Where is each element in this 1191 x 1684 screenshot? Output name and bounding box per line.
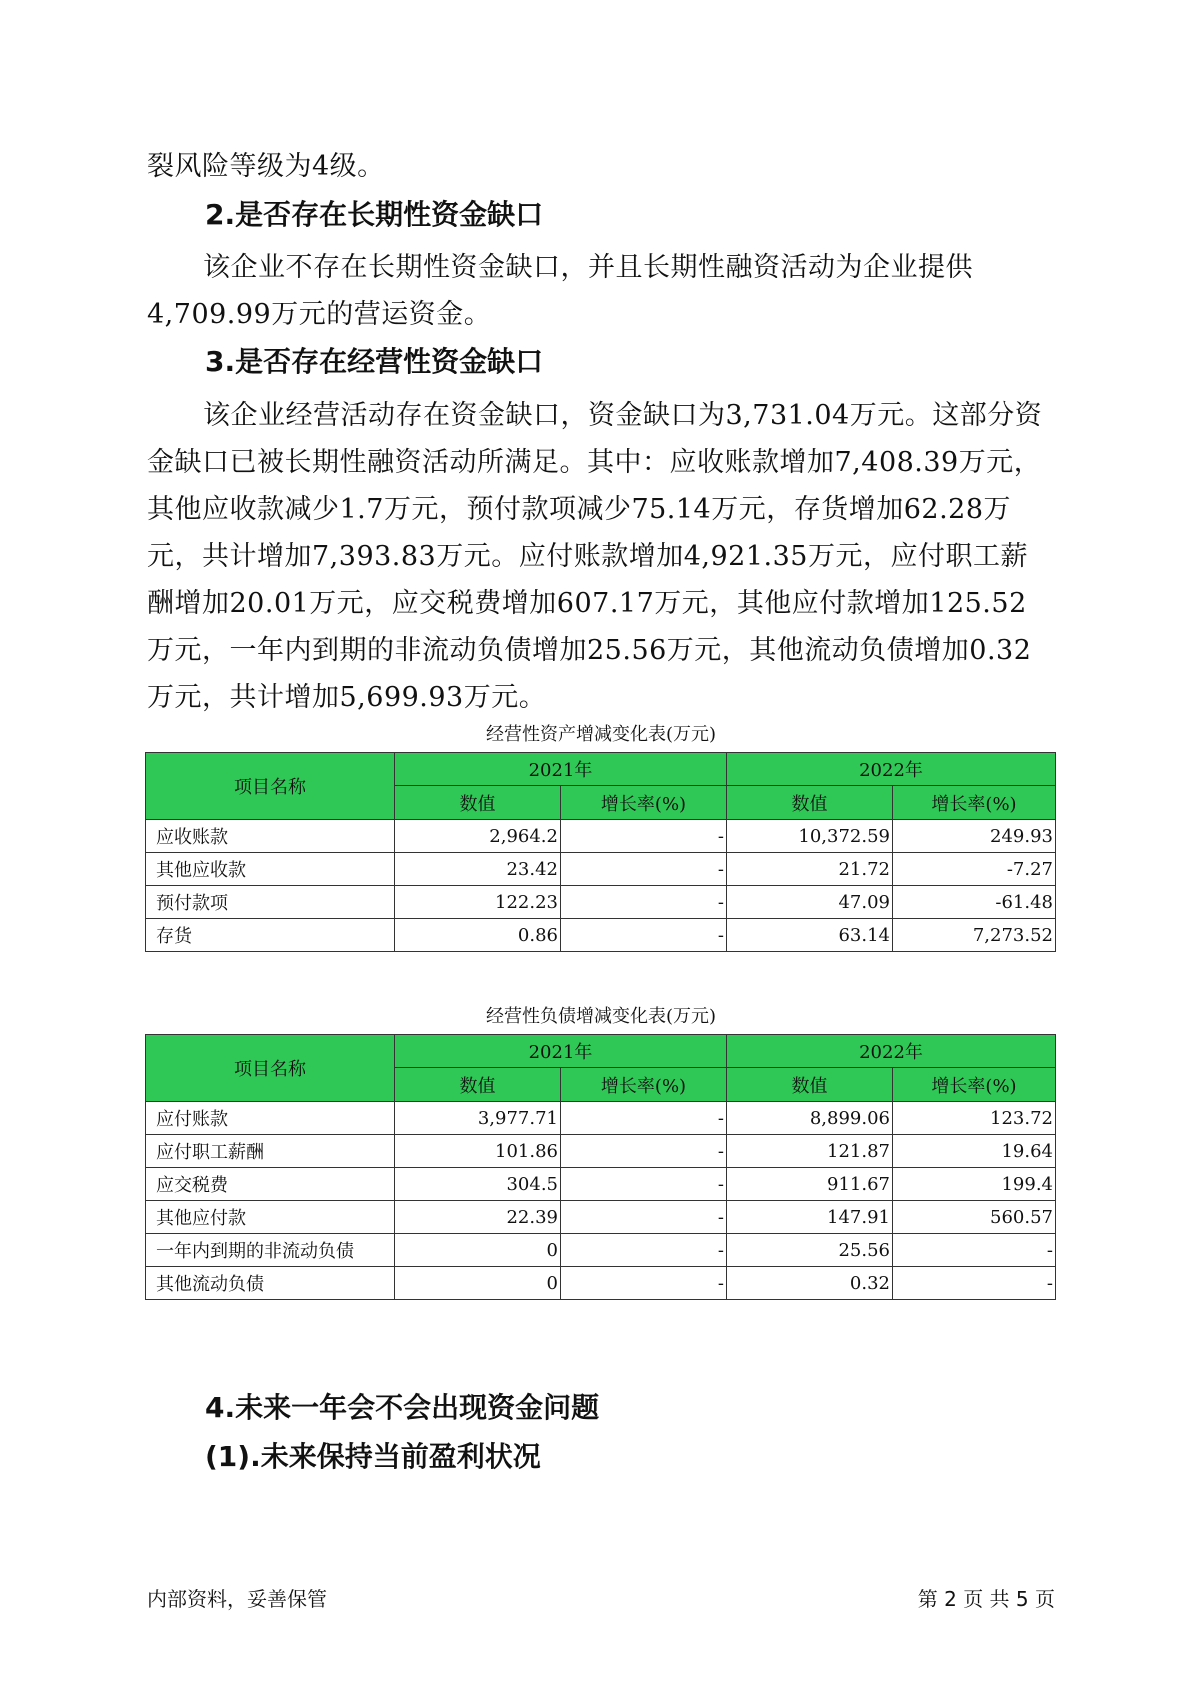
growth-2021: - <box>561 919 727 952</box>
header-growth-2022: 增长率(%) <box>893 1068 1056 1102</box>
growth-2022: - <box>893 1234 1056 1267</box>
footer-page-number: 第 2 页 共 5 页 <box>917 1587 1055 1611</box>
table-row <box>146 1168 1056 1201</box>
table-row <box>146 1102 1056 1135</box>
growth-2021: - <box>561 853 727 886</box>
growth-2022: 7,273.52 <box>893 919 1056 952</box>
header-growth-2022: 增长率(%) <box>893 786 1056 820</box>
table-row <box>146 1234 1056 1267</box>
header-item-name: 项目名称 <box>146 1035 395 1102</box>
assets-table <box>145 752 1056 952</box>
section4-heading: 4.未来一年会不会出现资金问题 <box>205 1391 600 1424</box>
item-name: 其他应付款 <box>146 1201 395 1234</box>
section4-subheading: (1).未来保持当前盈利状况 <box>205 1440 541 1473</box>
header-value-2022: 数值 <box>727 786 893 820</box>
growth-2022: 249.93 <box>893 820 1056 853</box>
value-2022: 147.91 <box>727 1201 893 1234</box>
value-2021: 3,977.71 <box>395 1102 561 1135</box>
value-2021: 0 <box>395 1267 561 1300</box>
growth-2022: -61.48 <box>893 886 1056 919</box>
value-2021: 101.86 <box>395 1135 561 1168</box>
value-2021: 122.23 <box>395 886 561 919</box>
table-row <box>146 1267 1056 1300</box>
table-row <box>146 1135 1056 1168</box>
liabilities-table-title: 经营性负债增减变化表(万元) <box>485 1006 717 1027</box>
section2-paragraph: 该企业不存在长期性资金缺口，并且长期性融资活动为企业提供4,709.99万元的营运资金。 <box>147 252 973 330</box>
growth-2022: 19.64 <box>893 1135 1056 1168</box>
header-year-2022: 2022年 <box>727 753 1056 786</box>
table-row <box>146 919 1056 952</box>
growth-2022: 560.57 <box>893 1201 1056 1234</box>
growth-2021: - <box>561 1234 727 1267</box>
growth-2022: - <box>893 1267 1056 1300</box>
item-name: 一年内到期的非流动负债 <box>146 1234 395 1267</box>
value-2021: 0.86 <box>395 919 561 952</box>
value-2021: 304.5 <box>395 1168 561 1201</box>
header-year-2021: 2021年 <box>395 1035 727 1068</box>
header-value-2021: 数值 <box>395 1068 561 1102</box>
value-2022: 21.72 <box>727 853 893 886</box>
value-2022: 10,372.59 <box>727 820 893 853</box>
header-value-2022: 数值 <box>727 1068 893 1102</box>
growth-2021: - <box>561 820 727 853</box>
item-name: 其他流动负债 <box>146 1267 395 1300</box>
value-2022: 8,899.06 <box>727 1102 893 1135</box>
table-row <box>146 853 1056 886</box>
growth-2021: - <box>561 1102 727 1135</box>
item-name: 应收账款 <box>146 820 395 853</box>
growth-2022: 199.4 <box>893 1168 1056 1201</box>
item-name: 应付账款 <box>146 1102 395 1135</box>
header-year-2022: 2022年 <box>727 1035 1056 1068</box>
growth-2021: - <box>561 1135 727 1168</box>
liabilities-table <box>145 1034 1056 1300</box>
table-row <box>146 820 1056 853</box>
growth-2021: - <box>561 1168 727 1201</box>
header-value-2021: 数值 <box>395 786 561 820</box>
value-2022: 25.56 <box>727 1234 893 1267</box>
header-growth-2021: 增长率(%) <box>561 1068 727 1102</box>
header-growth-2021: 增长率(%) <box>561 786 727 820</box>
value-2021: 2,964.2 <box>395 820 561 853</box>
section3-paragraph: 该企业经营活动存在资金缺口，资金缺口为3,731.04万元。这部分资金缺口已被长期性融资活动所满足。其中：应收账款增加7,408.39万元，其他应收款减少1.7万元，预付款项减少75.14万元，存货增加62.28万元，共计增加7,393.83万元。应付账款增加4,921.35万元，应付职工薪酬增加20.01万元，应交税费增加607.17万元，其他应付款增加125.52万元，一年内到期的非流动负债增加25.56万元，其他流动负债增加0.32万元，共计增加5,699.93万元。 <box>147 400 1043 713</box>
growth-2022: -7.27 <box>893 853 1056 886</box>
table-row <box>146 886 1056 919</box>
value-2022: 121.87 <box>727 1135 893 1168</box>
assets-table-title: 经营性资产增减变化表(万元) <box>485 724 717 745</box>
item-name: 其他应收款 <box>146 853 395 886</box>
intro-tail-paragraph: 裂风险等级为4级。 <box>147 151 385 182</box>
item-name: 预付款项 <box>146 886 395 919</box>
item-name: 存货 <box>146 919 395 952</box>
item-name: 应付职工薪酬 <box>146 1135 395 1168</box>
value-2021: 23.42 <box>395 853 561 886</box>
value-2022: 47.09 <box>727 886 893 919</box>
value-2022: 63.14 <box>727 919 893 952</box>
header-item-name: 项目名称 <box>146 753 395 820</box>
growth-2021: - <box>561 1267 727 1300</box>
growth-2021: - <box>561 1201 727 1234</box>
value-2021: 0 <box>395 1234 561 1267</box>
growth-2022: 123.72 <box>893 1102 1056 1135</box>
footer-confidential-note: 内部资料，妥善保管 <box>147 1587 327 1611</box>
item-name: 应交税费 <box>146 1168 395 1201</box>
section3-heading: 3.是否存在经营性资金缺口 <box>205 345 544 378</box>
value-2022: 911.67 <box>727 1168 893 1201</box>
value-2022: 0.32 <box>727 1267 893 1300</box>
value-2021: 22.39 <box>395 1201 561 1234</box>
growth-2021: - <box>561 886 727 919</box>
header-year-2021: 2021年 <box>395 753 727 786</box>
table-row <box>146 1201 1056 1234</box>
section2-heading: 2.是否存在长期性资金缺口 <box>205 198 544 231</box>
